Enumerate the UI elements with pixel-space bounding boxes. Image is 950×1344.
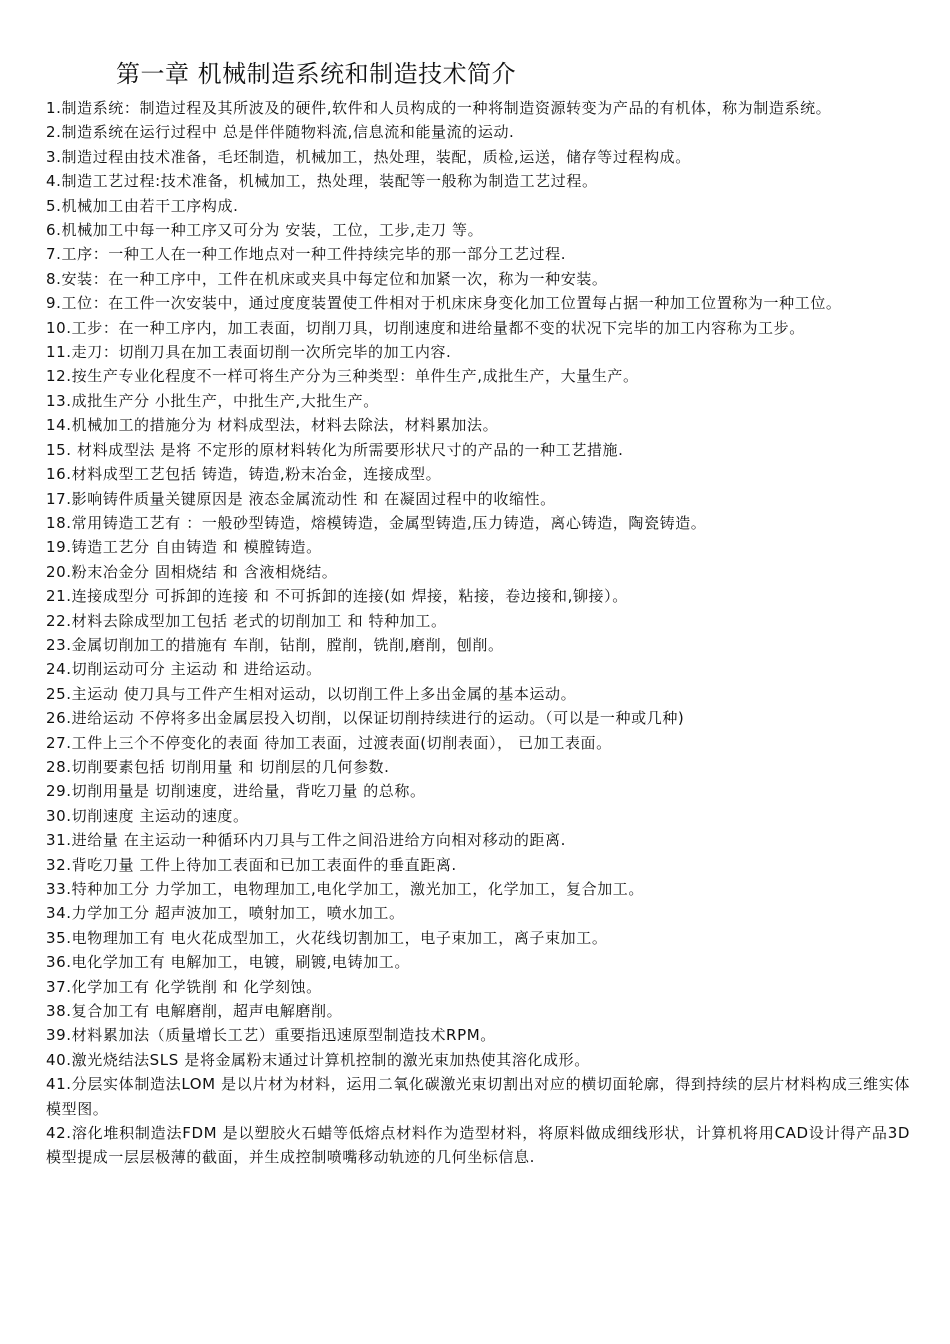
list-item: 25.主运动 使刀具与工件产生相对运动，以切削工件上多出金属的基本运动。	[46, 684, 577, 703]
list-item: 1.制造系统：制造过程及其所波及的硬件,软件和人员构成的一种将制造资源转变为产品的有机体，称为制造系统。	[46, 99, 832, 117]
list-item: 9.工位：在工件一次安装中，通过度度装置使工件相对于机床床身变化加工位置每占据一种加工位置称为一种工位。	[46, 294, 842, 313]
list-item: 10.工步：在一种工序内，加工表面，切削刀具，切削速度和进给量都不变的状况下完毕的加工内容称为工步。	[46, 318, 805, 337]
list-item: 33.特种加工分 力学加工，电物理加工,电化学加工，激光加工，化学加工，复合加工。	[46, 880, 644, 898]
list-item: 13.成批生产分 小批生产，中批生产,大批生产。	[46, 391, 379, 410]
list-item: 4.制造工艺过程:技术准备，机械加工，热处理，装配等一般称为制造工艺过程。	[46, 172, 598, 191]
list-item: 41.分层实体制造法LOM 是以片材为材料，运用二氧化碳激光束切割出对应的横切面轮廓，得到持续的层片材料构成三维实体模型图。	[46, 1075, 910, 1118]
list-item: 14.机械加工的措施分为 材料成型法，材料去除法，材料累加法。	[46, 416, 499, 435]
list-item: 11.走刀：切削刀具在加工表面切削一次所完毕的加工内容.	[46, 343, 452, 362]
list-item: 19.铸造工艺分 自由铸造 和 模膛铸造。	[46, 538, 322, 557]
list-item: 20.粉末冶金分 固相烧结 和 含液相烧结。	[46, 562, 338, 581]
list-item: 12.按生产专业化程度不一样可将生产分为三种类型：单件生产,成批生产，大量生产。	[46, 367, 639, 386]
list-item: 32.背吃刀量 工件上待加工表面和已加工表面件的垂直距离.	[46, 855, 457, 874]
list-item: 40.激光烧结法SLS 是将金属粉末通过计算机控制的激光束加热使其溶化成形。	[46, 1050, 590, 1069]
list-item: 37.化学加工有 化学铣削 和 化学刻蚀。	[46, 977, 322, 996]
list-item: 31.进给量 在主运动一种循环内刀具与工件之间沿进给方向相对移动的距离.	[46, 831, 566, 850]
list-item: 2.制造系统在运行过程中 总是伴伴随物料流,信息流和能量流的运动.	[46, 123, 515, 142]
list-item: 15. 材料成型法 是将 不定形的原材料转化为所需要形状尺寸的产品的一种工艺措施.	[46, 440, 624, 459]
list-item: 8.安装：在一种工序中，工件在机床或夹具中每定位和加紧一次，称为一种安装。	[46, 269, 608, 288]
list-item: 39.材料累加法（质量增长工艺）重要指迅速原型制造技术RPM。	[46, 1026, 496, 1045]
list-item: 22.材料去除成型加工包括 老式的切削加工 和 特种加工。	[46, 611, 447, 630]
list-item: 28.切削要素包括 切削用量 和 切削层的几何参数.	[46, 757, 390, 776]
list-item: 29.切削用量是 切削速度，进给量，背吃刀量 的总称。	[46, 782, 426, 801]
list-item: 34.力学加工分 超声波加工，喷射加工，喷水加工。	[46, 904, 405, 923]
numbered-item-list	[46, 96, 910, 1170]
list-item: 42.溶化堆积制造法FDM 是以塑胶火石蜡等低熔点材料作为造型材料，将原料做成细线形状，计算机将用CAD设计得产品3D模型提成一层层极薄的截面，并生成控制喷嘴移动轨迹的几何坐标信息.	[46, 1124, 910, 1167]
list-item: 27.工件上三个不停变化的表面 待加工表面，过渡表面(切削表面）， 已加工表面。	[46, 733, 612, 752]
list-item: 7.工序：一种工人在一种工作地点对一种工件持续完毕的那一部分工艺过程.	[46, 245, 567, 264]
list-item: 24.切削运动可分 主运动 和 进给运动。	[46, 660, 322, 679]
list-item: 35.电物理加工有 电火花成型加工，火花线切割加工，电子束加工，离子束加工。	[46, 928, 608, 947]
chapter-title: 第一章 机械制造系统和制造技术简介	[116, 60, 517, 88]
list-item: 16.材料成型工艺包括 铸造，铸造,粉末冶金，连接成型。	[46, 465, 442, 484]
list-item: 3.制造过程由技术准备，毛坯制造，机械加工，热处理，装配，质检,运送，储存等过程构成。	[46, 147, 691, 166]
list-item: 6.机械加工中每一种工序又可分为 安装，工位，工步,走刀 等。	[46, 221, 484, 240]
list-item: 38.复合加工有 电解磨削，超声电解磨削。	[46, 1002, 343, 1021]
list-item: 30.切削速度 主运动的速度。	[46, 806, 249, 825]
list-item: 18.常用铸造工艺有 ：一般砂型铸造，熔模铸造，金属型铸造,压力铸造，离心铸造，陶瓷铸造。	[46, 513, 707, 532]
list-item: 21.连接成型分 可拆卸的连接 和 不可拆卸的连接(如 焊接，粘接，卷边接和,铆接）。	[46, 587, 628, 606]
list-item: 5.机械加工由若干工序构成.	[46, 196, 239, 215]
list-item: 26.进给运动 不停将多出金属层投入切削，以保证切削持续进行的运动。（可以是一种或几种)	[46, 709, 685, 728]
list-item: 17.影响铸件质量关键原因是 液态金属流动性 和 在凝固过程中的收缩性。	[46, 489, 556, 508]
list-item: 36.电化学加工有 电解加工，电镀，刷镀,电铸加工。	[46, 953, 410, 972]
list-item: 23.金属切削加工的措施有 车削，钻削，膛削，铣削,磨削，刨削。	[46, 635, 504, 654]
